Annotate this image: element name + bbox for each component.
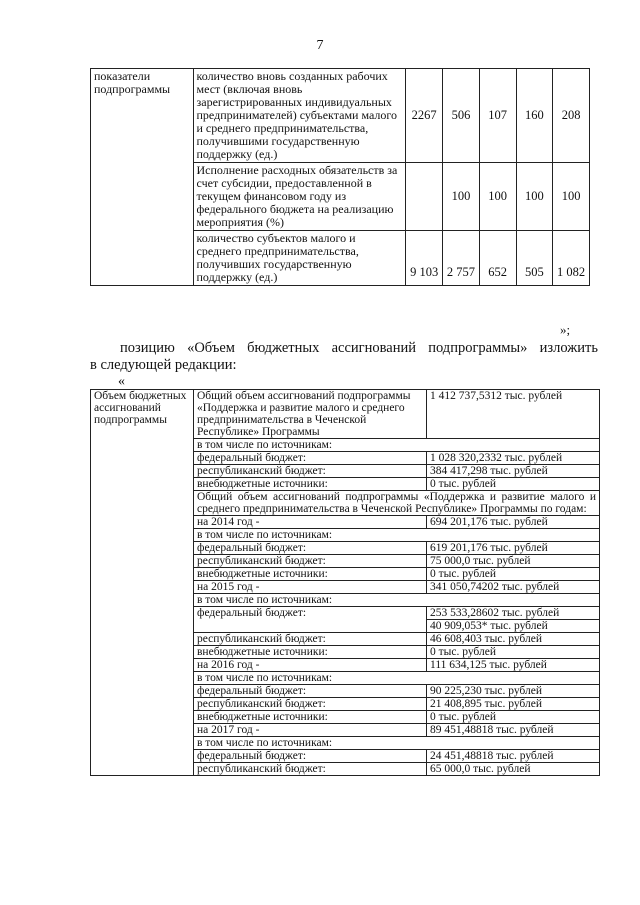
year-label: на 2017 год - xyxy=(194,724,427,737)
indicator-value: 100 xyxy=(479,163,516,231)
year-value: 341 050,74202 тыс. рублей xyxy=(427,581,600,594)
year-label: на 2016 год - xyxy=(194,659,427,672)
indicator-description: количество вновь созданных рабочих мест (включая вновь зарегистрированных индивидуальных предпринимателей) субъектами малого и среднего предпринимательства, получившими государственную поддержку (ед.) xyxy=(193,69,406,163)
sources-heading: в том числе по источникам: xyxy=(194,672,600,685)
year-label: на 2015 год - xyxy=(194,581,427,594)
budget-label: Объем бюджетных ассигнований подпрограммы xyxy=(91,390,194,776)
row-label: республиканский бюджет: xyxy=(194,555,427,568)
row-label: федеральный бюджет: xyxy=(194,750,427,763)
row-value: 75 000,0 тыс. рублей xyxy=(427,555,600,568)
indicator-value: 2 757 xyxy=(443,231,480,286)
table-row xyxy=(91,69,590,163)
sources-heading: в том числе по источникам: xyxy=(194,529,600,542)
row-value: 0 тыс. рублей xyxy=(427,711,600,724)
year-value: 694 201,176 тыс. рублей xyxy=(427,516,600,529)
indicator-value: 160 xyxy=(516,69,553,163)
closing-quote: »; xyxy=(560,322,571,337)
indicator-value: 2267 xyxy=(406,69,443,163)
indicator-value: 100 xyxy=(553,163,590,231)
indicator-value: 208 xyxy=(553,69,590,163)
row-label: республиканский бюджет: xyxy=(194,763,427,776)
indicator-value: 107 xyxy=(479,69,516,163)
page-number: 7 xyxy=(316,38,324,53)
indicator-value: 9 103 xyxy=(406,231,443,286)
row-value: 40 909,053* тыс. рублей xyxy=(427,620,600,633)
row-label: республиканский бюджет: xyxy=(194,465,427,478)
row-value: 0 тыс. рублей xyxy=(427,568,600,581)
year-value: 111 634,125 тыс. рублей xyxy=(427,659,600,672)
row-label: внебюджетные источники: xyxy=(194,478,427,491)
row-value: 1 028 320,2332 тыс. рублей xyxy=(427,452,600,465)
table-row xyxy=(91,390,600,439)
row-value: 0 тыс. рублей xyxy=(427,478,600,491)
indicator-description: Исполнение расходных обязательств за счет субсидии, предоставленной в текущем финансовом году из федерального бюджета на реализацию мероприятия (%) xyxy=(193,163,406,231)
row-value: 24 451,48818 тыс. рублей xyxy=(427,750,600,763)
year-label: на 2014 год - xyxy=(194,516,427,529)
indicator-value xyxy=(406,163,443,231)
row-value: 253 533,28602 тыс. рублей xyxy=(427,607,600,620)
row-label: республиканский бюджет: xyxy=(194,698,427,711)
row-label: внебюджетные источники: xyxy=(194,646,427,659)
row-value: 46 608,403 тыс. рублей xyxy=(427,633,600,646)
row-value: 0 тыс. рублей xyxy=(427,646,600,659)
paragraph-line: в следующей редакции: xyxy=(90,357,237,373)
indicator-value: 505 xyxy=(516,231,553,286)
paragraph-line: позицию «Объем бюджетных ассигнований подпрограммы» изложить xyxy=(120,340,598,356)
row-value: 90 225,230 тыс. рублей xyxy=(427,685,600,698)
sources-heading: в том числе по источникам: xyxy=(194,439,600,452)
years-heading: Общий объем ассигнований подпрограммы «Поддержка и развитие малого и среднего предпринимательства в Чеченской Республике» Программы по годам: xyxy=(194,491,600,516)
row-value: 65 000,0 тыс. рублей xyxy=(427,763,600,776)
row-label: внебюджетные источники: xyxy=(194,711,427,724)
row-label: федеральный бюджет: xyxy=(194,685,427,698)
budget-table xyxy=(90,389,600,776)
sources-heading: в том числе по источникам: xyxy=(194,737,600,750)
indicators-label: показатели подпрограммы xyxy=(91,69,194,286)
row-label: федеральный бюджет: xyxy=(194,452,427,465)
indicator-value: 100 xyxy=(443,163,480,231)
row-value: 619 201,176 тыс. рублей xyxy=(427,542,600,555)
total-value: 1 412 737,5312 тыс. рублей xyxy=(427,390,600,439)
indicator-value: 100 xyxy=(516,163,553,231)
opening-quote: « xyxy=(118,374,125,389)
sources-heading: в том числе по источникам: xyxy=(194,594,600,607)
indicator-description: количество субъектов малого и среднего предпринимательства, получивших государственную поддержку (ед.) xyxy=(193,231,406,286)
row-label: федеральный бюджет: xyxy=(194,542,427,555)
total-label: Общий объем ассигнований подпрограммы «Поддержка и развитие малого и среднего предпринимательства в Чеченской Республике» Программы xyxy=(194,390,427,439)
indicators-table xyxy=(90,68,590,286)
amendment-paragraph xyxy=(90,340,598,374)
row-value: 21 408,895 тыс. рублей xyxy=(427,698,600,711)
row-label: республиканский бюджет: xyxy=(194,633,427,646)
row-value: 384 417,298 тыс. рублей xyxy=(427,465,600,478)
indicator-value: 1 082 xyxy=(553,231,590,286)
indicator-value: 506 xyxy=(443,69,480,163)
indicator-value: 652 xyxy=(479,231,516,286)
row-label: внебюджетные источники: xyxy=(194,568,427,581)
row-label: федеральный бюджет: xyxy=(194,607,427,633)
year-value: 89 451,48818 тыс. рублей xyxy=(427,724,600,737)
